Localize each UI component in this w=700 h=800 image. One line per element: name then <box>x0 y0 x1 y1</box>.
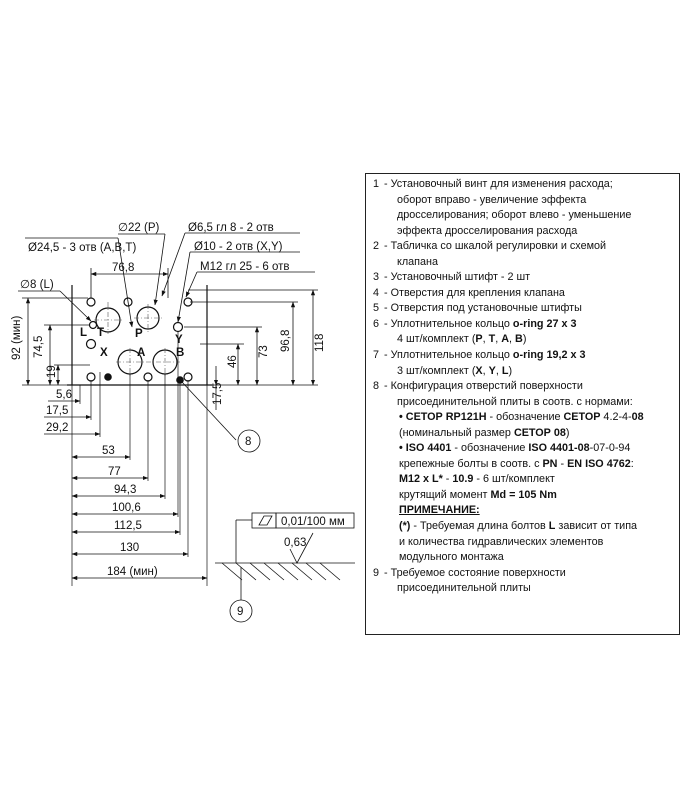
note-text: - Уплотнительное кольцо <box>384 317 513 330</box>
note-number: 3 <box>373 271 380 284</box>
port-label-y: Y <box>175 334 183 346</box>
separator: : <box>630 457 634 470</box>
dim-94-3: 94,3 <box>114 484 137 496</box>
note-1 <box>373 177 673 239</box>
port-ref: L <box>501 364 509 377</box>
note-text: присоединительной плиты в соотв. с нормами: <box>397 395 633 408</box>
note-4 <box>373 286 673 302</box>
separator: , <box>482 333 489 346</box>
port-label-a: A <box>137 347 146 359</box>
note-text: оборот вправо - увеличение эффекта <box>397 193 587 206</box>
notes-panel <box>365 173 680 635</box>
note-text: 3 шт/комплект ( <box>397 364 476 377</box>
note-text: - Конфигурация отверстий поверхности <box>384 380 583 393</box>
bolt-length-ref: L <box>548 520 556 533</box>
separator: , <box>482 364 489 377</box>
bolt-spec: M12 x L* <box>399 473 443 486</box>
separator: ) <box>522 333 527 346</box>
dim-l-diameter: ∅8 (L) <box>20 279 54 291</box>
note-text: эффекта дросселирования расхода <box>397 224 578 237</box>
oring-spec: o-ring 27 x 3 <box>512 317 577 330</box>
hole-pin-1 <box>105 374 111 380</box>
dim-184-min: 184 (мин) <box>107 566 158 578</box>
note-9 <box>373 566 673 597</box>
remark-heading: ПРИМЕЧАНИЕ: <box>399 504 480 517</box>
port-label-x: X <box>100 347 108 359</box>
dim-77: 77 <box>108 466 121 478</box>
standard-ref: ISO 4401-08 <box>528 442 590 455</box>
separator: ) <box>565 426 570 439</box>
note-number: 2 <box>373 240 380 253</box>
standard-ref: СЕТОР <box>563 411 601 424</box>
port-ref: T <box>488 333 496 346</box>
dim-xy-diameter: Ø10 - 2 отв (X,Y) <box>194 241 283 253</box>
port-ref: P <box>475 333 483 346</box>
note-3 <box>373 270 673 286</box>
note-text: 4 шт/комплект ( <box>397 333 476 346</box>
dim-abt-diameter: Ø24,5 - 3 отв (A,B,T) <box>28 242 137 254</box>
standard-ref: 08 <box>631 411 644 424</box>
note-text: дросселирования; оборот влево - уменьшение <box>397 209 632 222</box>
port-ref: A <box>501 333 510 346</box>
port-ref: X <box>475 364 483 377</box>
note-5 <box>373 301 673 317</box>
dim-100-6: 100,6 <box>112 502 141 514</box>
note-number: 4 <box>373 286 380 299</box>
hole-m12-4 <box>87 373 95 381</box>
standard-ref: СЕТОР 08 <box>513 426 566 439</box>
note-2 <box>373 239 673 270</box>
note-text: крутящий момент <box>399 488 491 501</box>
dim-96-8: 96,8 <box>280 329 292 352</box>
note-text: - Установочный штифт - 2 шт <box>384 271 531 284</box>
dim-m12-thread: M12 гл 25 - 6 отв <box>200 261 290 273</box>
note-text: - Установочный винт для изменения расхода; <box>384 178 613 190</box>
surface-finish-symbol <box>215 513 355 622</box>
note-number: 9 <box>373 566 380 579</box>
note-text: (номинальный размер <box>399 426 514 439</box>
note-text: - Уплотнительное кольцо <box>384 349 513 362</box>
torque-value: Md = 105 Nm <box>490 488 557 501</box>
footnote-mark: (*) <box>399 520 411 533</box>
separator: - <box>557 457 568 470</box>
note-text: - Табличка со шкалой регулировки и схемой <box>384 240 607 253</box>
callout-9-label: 9 <box>237 606 244 618</box>
port-label-p: P <box>135 328 143 340</box>
note-text: - Требуемое состояние поверхности <box>384 566 566 579</box>
dim-17-5: 17,5 <box>46 405 69 417</box>
note-8 <box>373 379 673 566</box>
note-text: - обозначение <box>451 442 529 455</box>
port-ref: Y <box>488 364 496 377</box>
note-text: - Отверстия под установочные штифты <box>384 302 582 315</box>
hole-l <box>90 322 97 329</box>
dim-p-diameter: ∅22 (P) <box>118 222 160 234</box>
dim-17-5-right: 17,5 <box>212 382 224 405</box>
note-text: клапана <box>397 255 438 268</box>
note-text: модульного монтажа <box>399 551 504 564</box>
standard-ref: PN <box>542 457 558 470</box>
note-text: и количества гидравлических элементов <box>399 535 604 548</box>
dim-112-5: 112,5 <box>114 520 142 532</box>
note-text: зависит от типа <box>555 520 638 533</box>
flatness-tolerance: 0,01/100 мм <box>281 516 345 528</box>
note-text: - Отверстия для крепления клапана <box>384 286 565 299</box>
separator: ) <box>508 364 513 377</box>
dim-73: 73 <box>258 345 270 358</box>
standard-ref: EN ISO 4762 <box>567 457 631 470</box>
callout-8-label: 8 <box>245 436 252 448</box>
dim-92-min: 92 (мин) <box>11 315 23 360</box>
note-text: - 6 шт/комплект <box>473 473 555 486</box>
dim-19: 19 <box>46 365 58 378</box>
hole-m12-1 <box>87 298 95 306</box>
standard-cetop: • СЕТОР RP121H <box>399 411 487 424</box>
dim-5-6: 5,6 <box>56 389 72 401</box>
note-number: 5 <box>373 302 380 315</box>
note-text: присоединительной плиты <box>397 582 531 595</box>
oring-spec: o-ring 19,2 x 3 <box>512 349 586 362</box>
dim-bolt-hole: Ø6,5 гл 8 - 2 отв <box>188 222 274 234</box>
dim-76-8-label: 76,8 <box>112 262 135 274</box>
standard-iso: • ISO 4401 <box>399 442 452 455</box>
note-number: 6 <box>373 317 380 330</box>
dim-118: 118 <box>314 333 326 352</box>
dim-53: 53 <box>102 445 115 457</box>
separator: - <box>442 473 453 486</box>
separator: , <box>509 333 516 346</box>
dim-46: 46 <box>227 355 239 368</box>
bolt-class: 10.9 <box>452 473 474 486</box>
note-number: 1 <box>373 178 380 190</box>
dim-29-2: 29,2 <box>46 422 69 434</box>
port-label-l: L <box>80 327 88 339</box>
note-text: 4.2-4- <box>600 411 632 424</box>
separator: , <box>495 364 502 377</box>
note-number: 7 <box>373 349 380 362</box>
port-label-t: T <box>97 327 105 339</box>
port-ref: B <box>515 333 523 346</box>
hole-m12-5 <box>144 373 152 381</box>
note-text: - обозначение <box>486 411 564 424</box>
dim-74-5: 74,5 <box>33 335 45 358</box>
hole-m12-6 <box>184 373 192 381</box>
port-label-b: B <box>176 347 185 359</box>
hole-y <box>174 323 183 332</box>
hole-x <box>87 340 96 349</box>
dim-130: 130 <box>120 542 140 554</box>
note-7 <box>373 348 673 379</box>
note-6 <box>373 317 673 348</box>
note-text: - Требуемая длина болтов <box>410 520 549 533</box>
note-text: крепежные болты в соотв. с <box>399 457 543 470</box>
right-vertical-dims <box>184 290 318 410</box>
note-text: -07-0-94 <box>589 442 631 455</box>
note-number: 8 <box>373 380 380 393</box>
separator: , <box>495 333 502 346</box>
roughness-value: 0,63 <box>284 537 307 549</box>
